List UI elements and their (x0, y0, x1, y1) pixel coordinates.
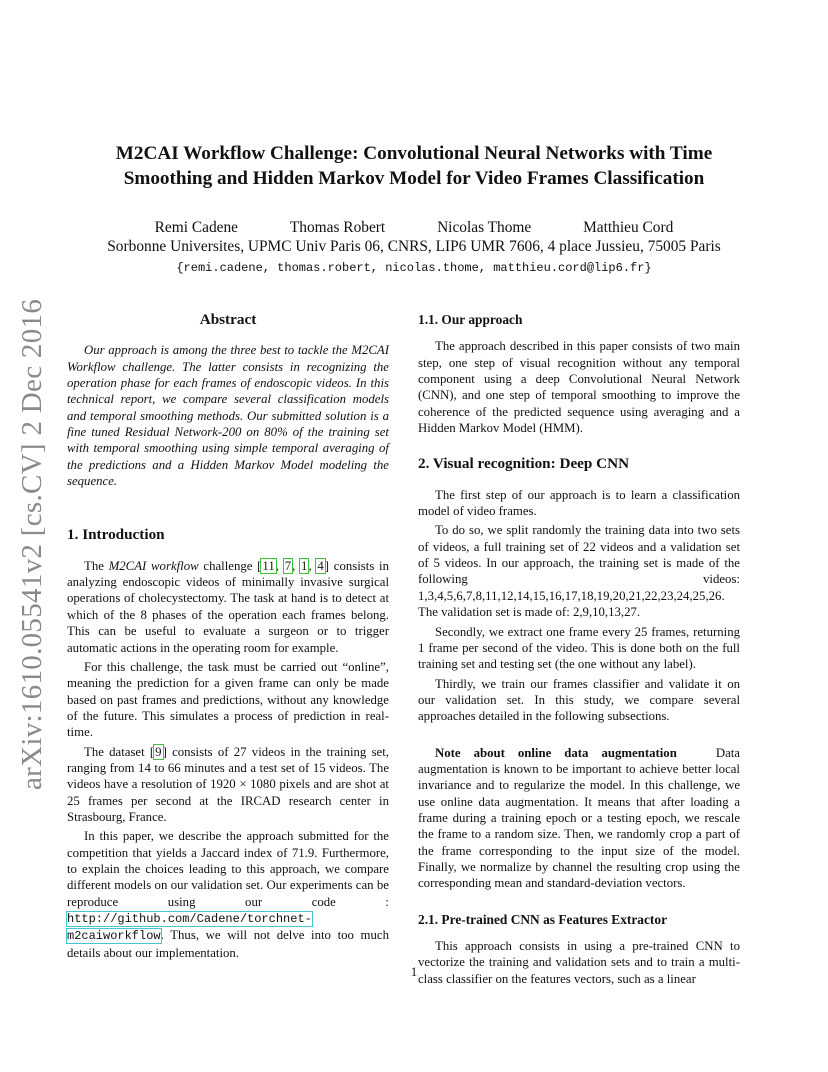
visual-paragraph-2: To do so, we split randomly the training data into two sets of videos, a full training set of 22 videos and a validation set of 5 videos. In our approach, the training set is made of the following videos: 1,3,4,5,6,7,8,11,12,14,15,16,17,18,19,20,21,22,23,24,25,26. The validation set is made of: 2,9,10,13,27. (418, 523, 740, 620)
affiliation: Sorbonne Universites, UPMC Univ Paris 06, CNRS, LIP6 UMR 7606, 4 place Jussieu, 75005 Paris (107, 238, 721, 255)
visual-paragraph-3: Secondly, we extract one frame every 25 frames, returning 1 frame per second of the video. This is done both on the full training set and testing set (the one without any label). (418, 624, 740, 672)
citation-link[interactable]: 1 (301, 558, 308, 573)
author-name: Thomas Robert (289, 219, 386, 236)
challenge-name: M2CAI workflow (108, 558, 199, 573)
section-heading-visual-recognition: 2. Visual recognition: Deep CNN (418, 455, 630, 473)
section-heading-introduction: 1. Introduction (67, 526, 165, 544)
intro-paragraph-2: For this challenge, the task must be carried out “online”, meaning the prediction for a given frame can only be made based on past frames and predictions, without any knowledge of the future. This simulates a process of prediction in real-time. (67, 659, 389, 740)
citation-link[interactable]: 4 (317, 558, 324, 573)
code-url-link[interactable]: http://github.com/Cadene/torchnet-m2caiworkflow (67, 912, 312, 944)
approach-paragraph: The approach described in this paper consists of two main step, one step of visual recognition without any temporal component using a deep Convolutional Neural Network (CNN), and one step of temporal smoothing to improve the coherence of the predicted sequence using averaging and a Hidden Markov Model (HMM). (418, 339, 740, 436)
author-emails: {remi.cadene, thomas.robert, nicolas.thome, matthieu.cord@lip6.fr} (176, 261, 652, 275)
note-heading: Note about online data augmentation (435, 745, 677, 760)
intro-paragraph-3: The dataset [9] consists of 27 videos in the training set, ranging from 14 to 66 minutes and a test set of 15 videos. The videos have a resolution of 1920 × 1080 pixels and are shot at 25 frames per second at the IRCAD research center in Strasbourg, France. (67, 744, 389, 824)
author-name: Remi Cadene (154, 219, 239, 236)
pretrained-paragraph: This approach consists in using a pre-trained CNN to vectorize the training and validation sets and to train a multi-class classifier on the features vectors, such as a linear (418, 939, 740, 986)
visual-paragraph-1: The first step of our approach is to learn a classification model of video frames. (418, 487, 740, 519)
section-heading-our-approach: 1.1. Our approach (418, 312, 523, 327)
citation-link[interactable]: 11 (262, 558, 275, 573)
section-heading-pretrained-cnn: 2.1. Pre-trained CNN as Features Extractor (418, 911, 668, 927)
citation-link[interactable]: 7 (284, 558, 292, 573)
abstract-heading: Abstract (199, 311, 257, 328)
intro-paragraph-1: The M2CAI workflow challenge [11, 7, 1, 4] consists in analyzing endoscopic videos of minimally invasive surgical operations of cholecystectomy. The task at hand is to detect at which of the 8 phases of the operation each frames belong. This can be useful to evaluate a surgeon or to trigger automatic actions in the operating room for example. (67, 558, 389, 655)
author-list (80, 219, 748, 237)
page-number: 1 (410, 964, 418, 979)
abstract-text: Our approach is among the three best to tackle the M2CAI Workflow challenge. The latter consists in recognizing the operation phase for each frames of endoscopic videos. In this technical report, we compare several classification models and temporal smoothing methods. Our submitted solution is a fine tuned Residual Network-200 on 80% of the training set with temporal smoothing using simple temporal averaging of the predictions and a Hidden Markov Model modeling the sequence. (67, 343, 389, 489)
title-line-1: M2CAI Workflow Challenge: Convolutional Neural Networks with Time (115, 143, 713, 164)
arxiv-stamp: arXiv:1610.05541v2 [cs.CV] 2 Dec 2016 (16, 298, 48, 790)
intro-paragraph-4: In this paper, we describe the approach submitted for the competition that yields a Jaccard index of 71.9. Furthermore, to explain the choices leading to this approach, we compare different models on our validation set. Our experiments can be reproduce using our code : http://github.com/Cadene/torchnet-m2caiworkflow. Thus, we will not delve into too much details about our implementation. (67, 829, 389, 960)
author-name: Nicolas Thome (437, 219, 532, 236)
right-column (418, 312, 740, 987)
author-name: Matthieu Cord (583, 219, 674, 236)
citation-link[interactable]: 9 (155, 744, 162, 759)
note-paragraph: Note about online data augmentation Data augmentation is known to be important to achieve better local invariance and to regularize the model. In this challenge, we use online data augmentation. It means that after loading a frame during a training epoch or a testing epoch, we rescale the frame to a random size. Then, we randomly crop a part of the frame corresponding to the input size of the model. Finally, we normalize by channel the resulting crop using the corresponding mean and standard-deviation vectors. (418, 745, 740, 891)
title-line-2: Smoothing and Hidden Markov Model for Video Frames Classification (123, 168, 705, 189)
visual-paragraph-4: Thirdly, we train our frames classifier and validate it on our validation set. In this study, we compare several approaches detailed in the following subsections. (418, 676, 740, 724)
paper-title (80, 141, 748, 191)
left-column (67, 312, 389, 961)
